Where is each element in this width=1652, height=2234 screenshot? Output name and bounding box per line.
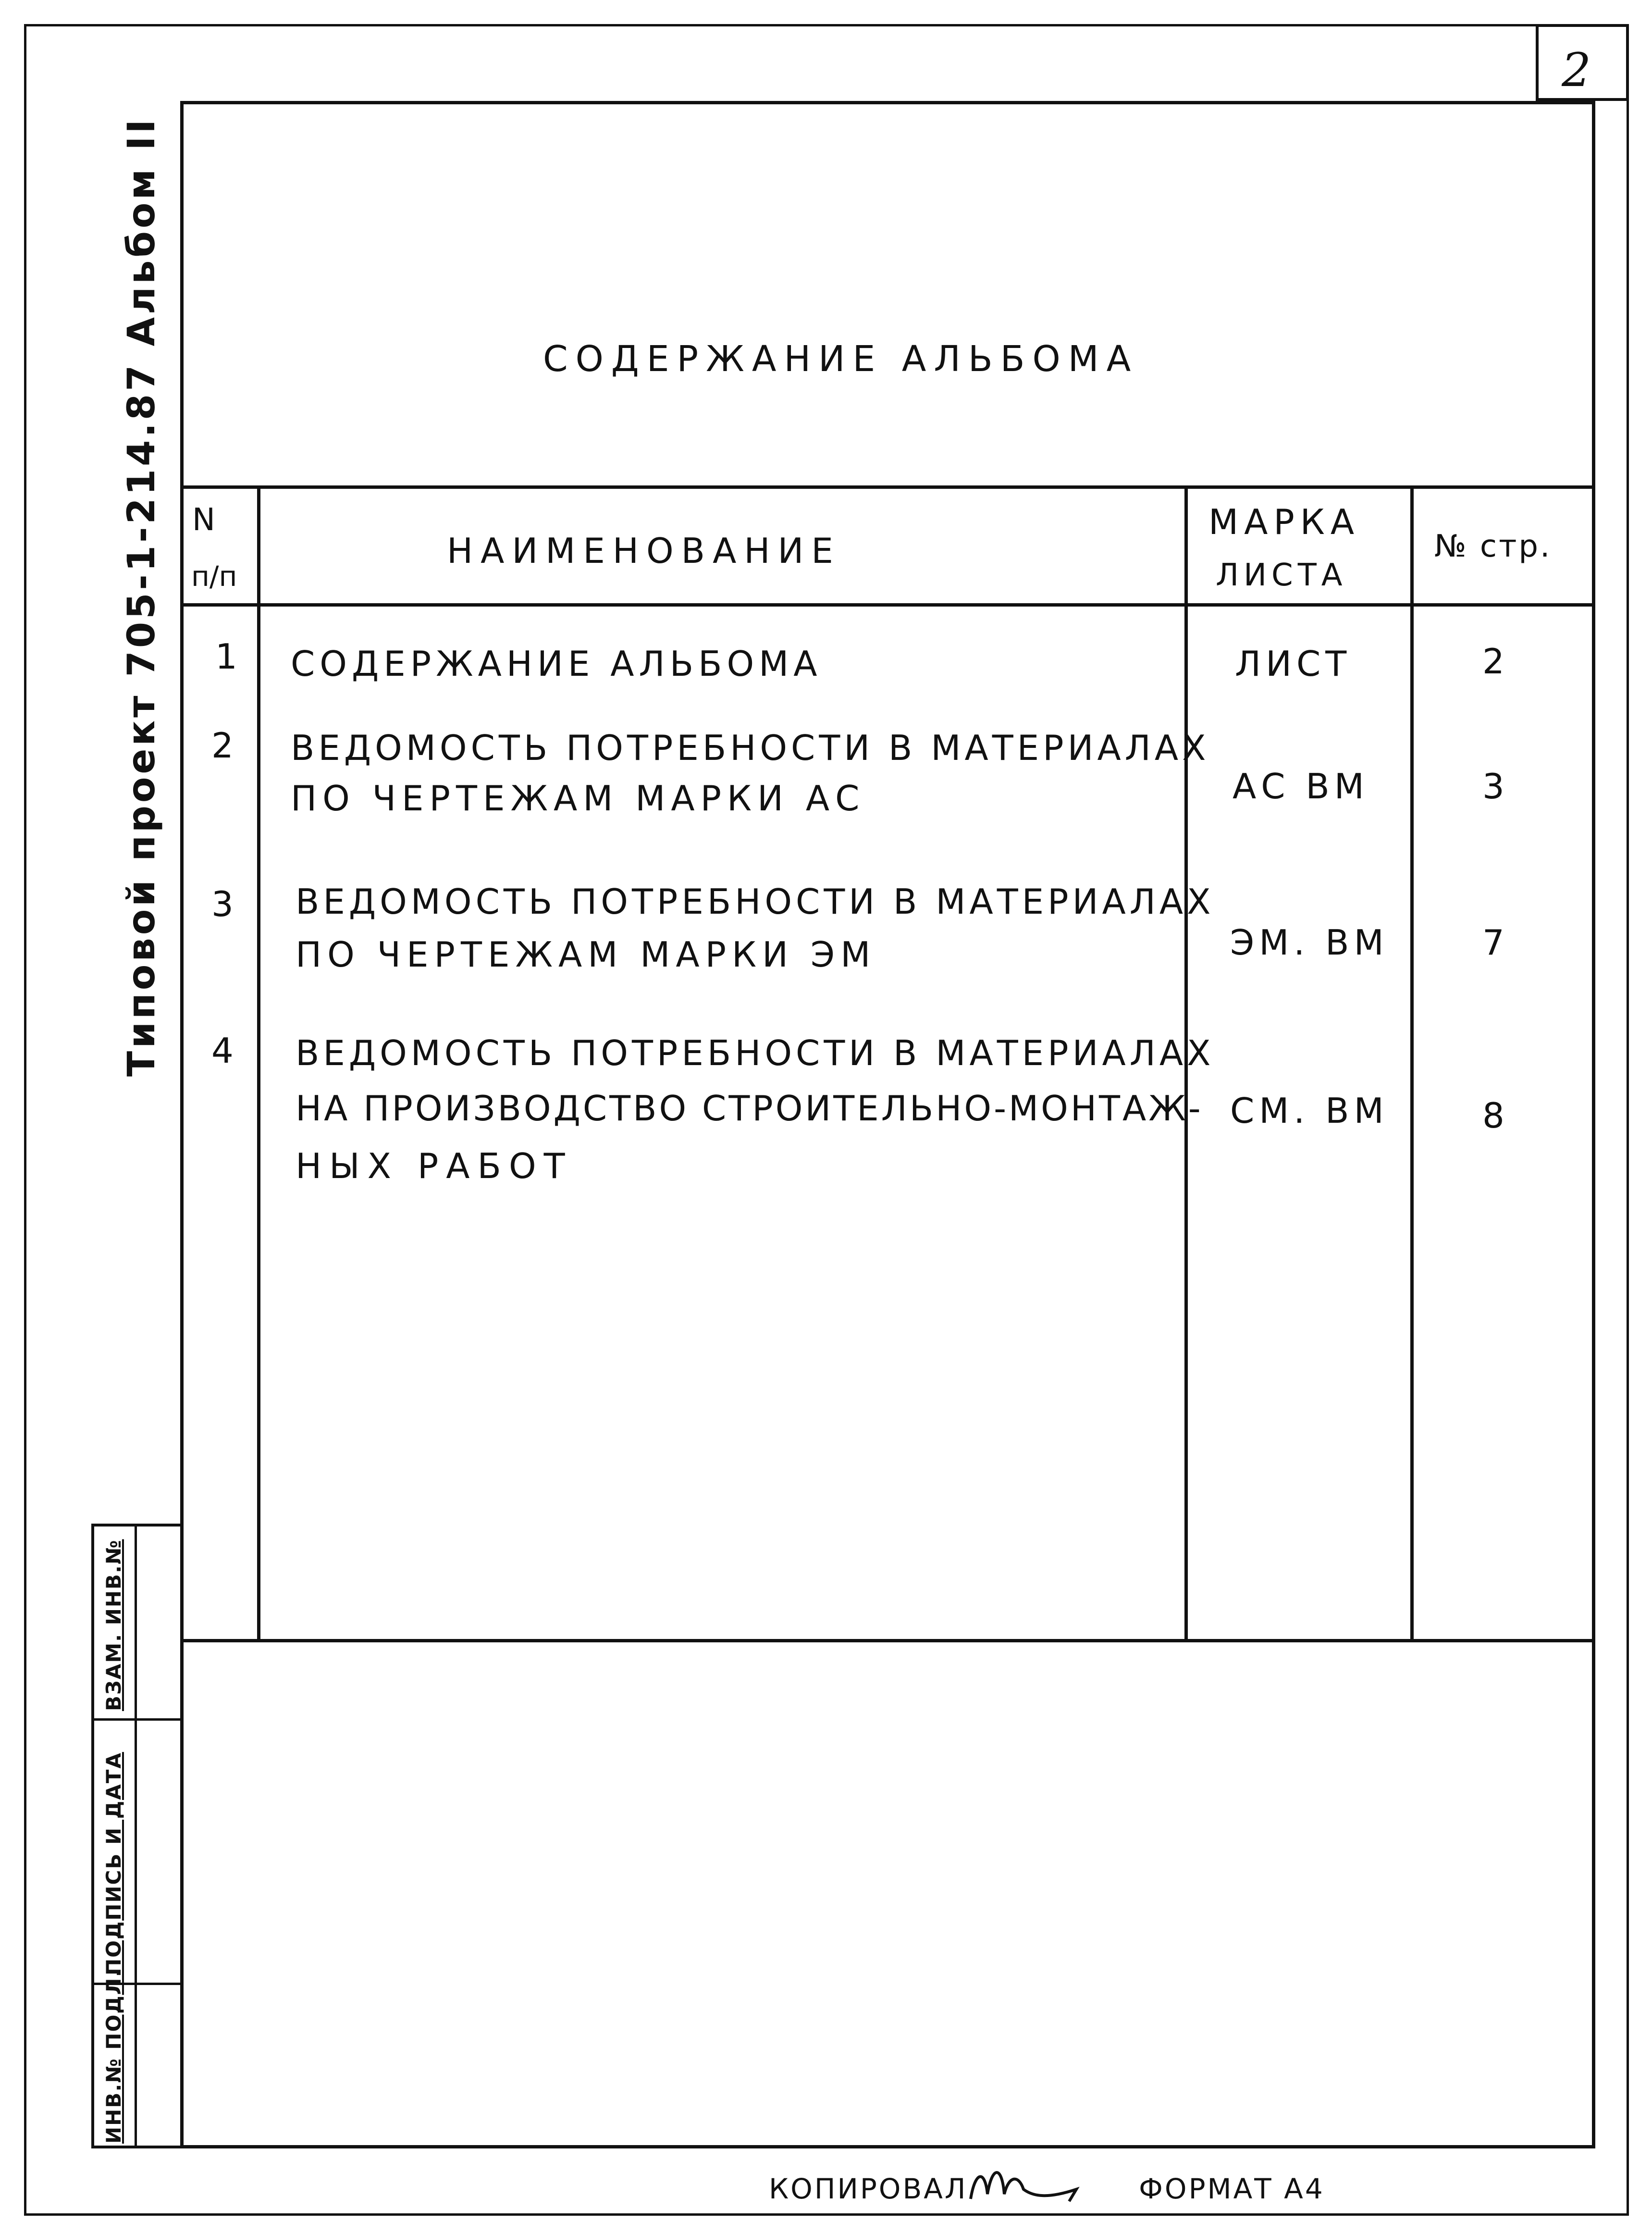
row-4-page: 8: [1482, 1095, 1509, 1136]
row-4-name-line-3: НЫХ РАБОТ: [296, 1146, 573, 1186]
row-3-name-line-2: ПО ЧЕРТЕЖАМ МАРКИ ЭМ: [296, 934, 876, 975]
copier-signature: [966, 2160, 1086, 2213]
header-mark-bottom: ЛИСТА: [1216, 558, 1347, 593]
side-stamp-vzam-inv: ВЗАМ. ИНВ.№: [102, 1539, 125, 1711]
col-divider-num: [257, 485, 260, 1639]
side-stamp-line-1: [91, 1718, 184, 1721]
row-1-num: 1: [215, 636, 242, 677]
side-stamp-podpis-data: ПОДПИСЬ И ДАТА: [102, 1752, 125, 1975]
header-num-top: N: [192, 502, 215, 538]
row-4-num: 4: [211, 1030, 238, 1071]
header-name: НАИМЕНОВАНИЕ: [447, 531, 841, 571]
table-top-line: [180, 485, 1595, 489]
side-stamp-divider: [135, 1524, 137, 2148]
row-1-name-line-1: СОДЕРЖАНИЕ АЛЬБОМА: [291, 644, 822, 684]
side-stamp-inv-podl: ИНВ.№ ПОДЛ.: [102, 1968, 125, 2144]
table-bottom-line: [180, 1639, 1595, 1642]
table-header-line: [180, 603, 1595, 607]
row-2-page: 3: [1482, 766, 1509, 807]
side-title: Типовой проект 705-1-214.87 Альбом II: [120, 116, 163, 1077]
row-2-name-line-1: ВЕДОМОСТЬ ПОТРЕБНОСТИ В МАТЕРИАЛАХ: [291, 728, 1210, 768]
row-2-num: 2: [211, 725, 238, 766]
row-2-name-line-2: ПО ЧЕРТЕЖАМ МАРКИ АС: [291, 778, 865, 819]
col-divider-mark: [1410, 485, 1414, 1639]
row-4-name-line-2: НА ПРОИЗВОДСТВО СТРОИТЕЛЬНО-МОНТАЖ-: [296, 1088, 1203, 1129]
row-4-mark: СМ. ВМ: [1230, 1091, 1389, 1131]
row-3-name-line-1: ВЕДОМОСТЬ ПОТРЕБНОСТИ В МАТЕРИАЛАХ: [296, 881, 1215, 922]
row-1-page: 2: [1482, 641, 1509, 682]
row-3-mark: ЭМ. ВМ: [1230, 922, 1389, 963]
page-number: 2: [1562, 43, 1591, 97]
row-2-mark: АС ВМ: [1233, 766, 1369, 807]
header-mark-top: МАРКА: [1208, 502, 1360, 542]
header-num-bottom: п/п: [191, 560, 237, 593]
page-title: СОДЕРЖАНИЕ АЛЬБОМА: [543, 338, 1139, 380]
row-3-num: 3: [211, 884, 238, 924]
row-3-page: 7: [1482, 922, 1509, 963]
row-4-name-line-1: ВЕДОМОСТЬ ПОТРЕБНОСТИ В МАТЕРИАЛАХ: [296, 1033, 1215, 1073]
footer-copied: КОПИРОВАЛ: [769, 2172, 968, 2205]
footer-format: ФОРМАТ А4: [1139, 2172, 1325, 2205]
header-page: № стр.: [1434, 529, 1552, 564]
row-1-mark: ЛИСТ: [1235, 644, 1352, 684]
